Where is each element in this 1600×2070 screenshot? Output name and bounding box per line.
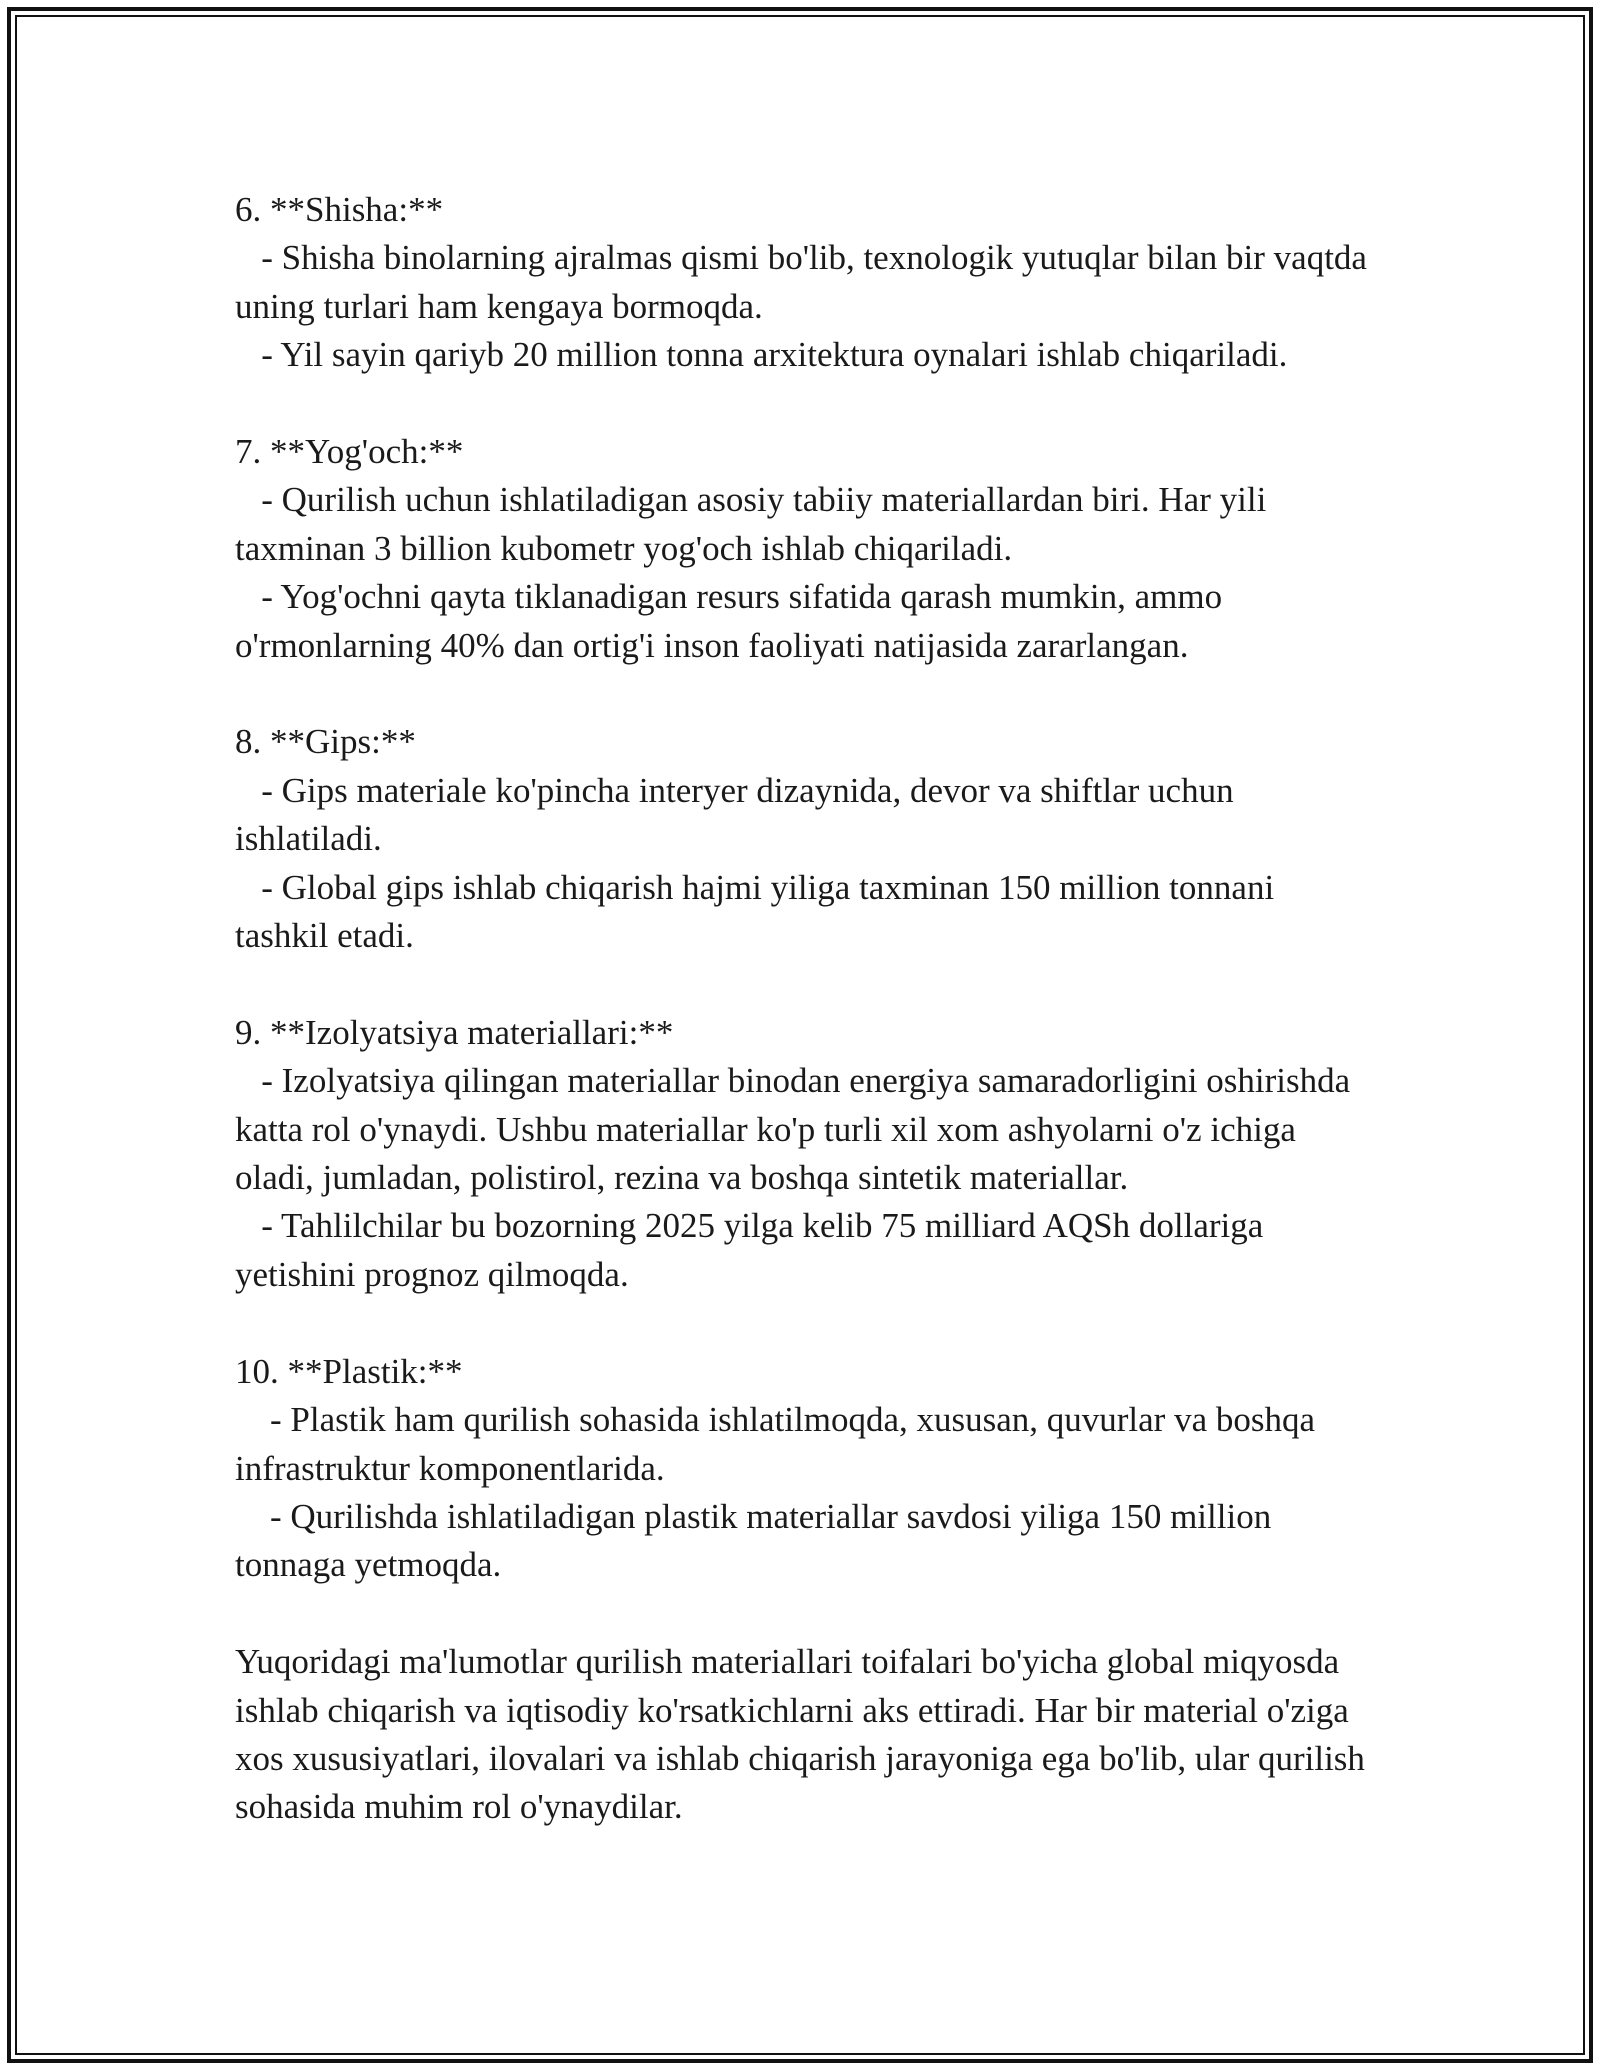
spacer: [235, 1590, 1375, 1638]
section-item: - Shisha binolarning ajralmas qismi bo'lib, texnologik yutuqlar bilan bir vaqtda uning turlari ham kengaya bormoqda.: [235, 238, 1376, 326]
spacer: [235, 670, 1375, 718]
spacer: [235, 380, 1375, 428]
section-item: - Yil sayin qariyb 20 million tonna arxitektura oynalari ishlab chiqariladi.: [235, 335, 1288, 375]
section-item: - Tahlilchilar bu bozorning 2025 yilga kelib 75 milliard AQSh dollariga yetishini prognoz qilmoqda.: [235, 1206, 1273, 1294]
section-heading: 7. **Yog'och:**: [235, 432, 464, 472]
section-heading: 9. **Izolyatsiya materiallari:**: [235, 1012, 674, 1052]
section-heading: 10. **Plastik:**: [235, 1351, 463, 1391]
section-item: - Plastik ham qurilish sohasida ishlatilmoqda, xususan, quvurlar va boshqa infrastruktur komponentlarida.: [235, 1400, 1324, 1488]
conclusion-paragraph: Yuqoridagi ma'lumotlar qurilish materiallari toifalari bo'yicha global miqyosda ishlab chiqarish va iqtisodiy ko'rsatkichlarni aks ettiradi. Har bir material o'ziga xos xususiyatlari, ilovalari va ishlab chiqarish jarayoniga ega bo'lib, ular qurilish sohasida muhim rol o'ynaydilar.: [235, 1642, 1374, 1827]
section-heading: 6. **Shisha:**: [235, 190, 444, 229]
section-shisha: [235, 186, 1375, 380]
spacer: [235, 960, 1375, 1008]
section-heading: 8. **Gips:**: [235, 722, 416, 762]
section-item: - Qurilishda ishlatiladigan plastik materiallar savdosi yiliga 150 million tonnaga yetmoqda.: [235, 1496, 1280, 1585]
section-plastik: [235, 1348, 1375, 1590]
section-gips: [235, 718, 1375, 960]
section-item: - Izolyatsiya qilingan materiallar binodan energiya samaradorligini oshirishda katta rol o'ynaydi. Ushbu materiallar ko'p turli xil xom ashyolarni o'z ichiga oladi, jumladan, polistirol, rezina va boshqa sintetik materiallar.: [235, 1061, 1359, 1198]
section-item: - Gips materiale ko'pincha interyer dizaynida, devor va shiftlar uchun ishlatiladi.: [235, 770, 1243, 859]
spacer: [235, 1299, 1375, 1347]
section-item: - Yog'ochni qayta tiklanadigan resurs sifatida qarash mumkin, ammo o'rmonlarning 40% dan ortig'i inson faoliyati natijasida zararlangan.: [235, 577, 1231, 665]
section-item: - Global gips ishlab chiqarish hajmi yiliga taxminan 150 million tonnani tashkil etadi.: [235, 867, 1283, 956]
section-yogoch: [235, 428, 1375, 670]
document-body: [235, 186, 1375, 1832]
section-item: - Qurilish uchun ishlatiladigan asosiy tabiiy materiallardan biri. Har yili taxminan 3 billion kubometr yog'och ishlab chiqariladi.: [235, 480, 1276, 568]
section-izolyatsiya: [235, 1009, 1375, 1299]
